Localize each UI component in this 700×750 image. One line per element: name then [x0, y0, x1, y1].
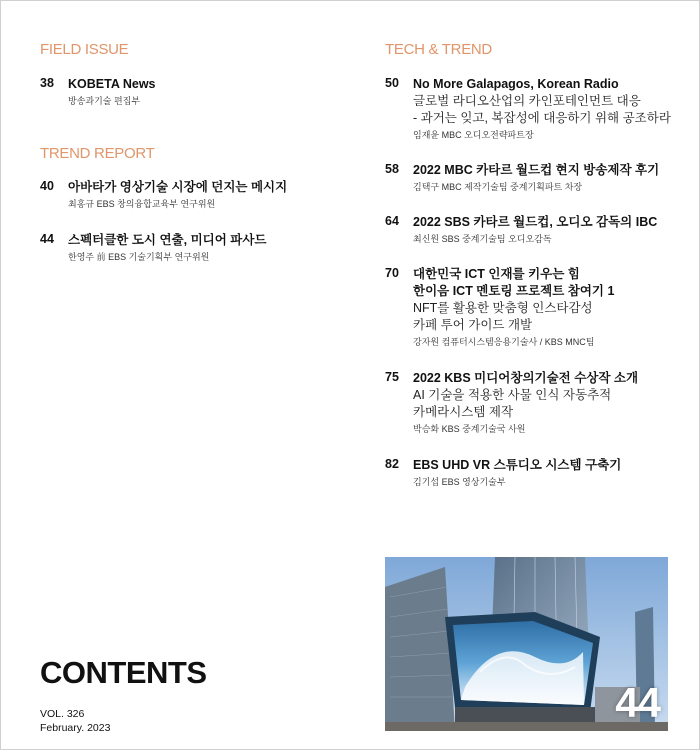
volume-info: [40, 707, 110, 735]
entry-title: 스펙터클한 도시 연출, 미디어 파사드: [68, 233, 267, 247]
page-number: 82: [385, 457, 399, 471]
entry-author: 박승화 KBS 중계기술국 사원: [413, 424, 526, 434]
issue-date: February. 2023: [40, 722, 111, 734]
entry-title: 2022 KBS 미디어창의기술전 수상작 소개: [413, 371, 639, 385]
entry-author: 강자원 컴퓨터시스템응용기술사 / KBS MNC팀: [413, 337, 595, 347]
entry-title: No More Galapagos, Korean Radio: [413, 77, 619, 91]
photo-page-number: 44: [615, 679, 660, 726]
entry-subtitle: - 과거는 잊고, 복잡성에 대응하기 위해 공조하라: [413, 111, 671, 125]
page-number: 75: [385, 370, 399, 384]
page-number: 44: [40, 232, 54, 246]
entry-title: EBS UHD VR 스튜디오 시스템 구축기: [413, 458, 622, 472]
entry-author: 최홍규 EBS 창의융합교육부 연구위원: [68, 199, 216, 209]
entry-title: KOBETA News: [68, 77, 156, 91]
media-facade-photo: [385, 557, 668, 731]
entry-author: 방송과기술 편집부: [68, 96, 141, 106]
page-number: 40: [40, 179, 54, 193]
entry-subtitle: 카페 투어 가이드 개발: [413, 318, 533, 332]
entry-subtitle: 카메라시스템 제작: [413, 405, 514, 419]
entry-title-line2: 한이음 ICT 멘토링 프로젝트 참여기 1: [413, 284, 615, 298]
entry-author: 임재윤 MBC 오디오전략파트장: [413, 130, 534, 140]
contents-heading: CONTENTS: [40, 655, 207, 690]
section-title-tech-trend: TECH & TREND: [385, 41, 492, 58]
entry-author: 최신원 SBS 중계기술팀 오디오감독: [413, 234, 552, 244]
entry-title: 대한민국 ICT 인재를 키우는 힘: [413, 267, 580, 281]
volume-number: VOL. 326: [40, 708, 85, 720]
page-number: 50: [385, 76, 399, 90]
entry-title: 2022 MBC 카타르 월드컵 현지 방송제작 후기: [413, 163, 660, 177]
entry-subtitle: 글로벌 라디오산업의 카인포테인먼트 대응: [413, 94, 641, 108]
entry-subtitle: AI 기술을 적용한 사물 인식 자동추적: [413, 388, 612, 402]
entry-title: 2022 SBS 카타르 월드컵, 오디오 감독의 IBC: [413, 215, 658, 229]
entry-title: 아바타가 영상기술 시장에 던지는 메시지: [68, 180, 288, 194]
page-number: 58: [385, 162, 399, 176]
section-title-field-issue: FIELD ISSUE: [40, 41, 129, 58]
entry-author: 한영주 前 EBS 기술기획부 연구위원: [68, 252, 210, 262]
entry-author: 김택구 MBC 제작기술팀 중계기획파트 차장: [413, 182, 583, 192]
page-number: 64: [385, 214, 399, 228]
entry-author: 김기섭 EBS 영상기술부: [413, 477, 506, 487]
entry-subtitle: NFT를 활용한 맞춤형 인스타감성: [413, 301, 593, 315]
page-number: 38: [40, 76, 54, 90]
section-title-trend-report: TREND REPORT: [40, 145, 155, 162]
page-number: 70: [385, 266, 399, 280]
